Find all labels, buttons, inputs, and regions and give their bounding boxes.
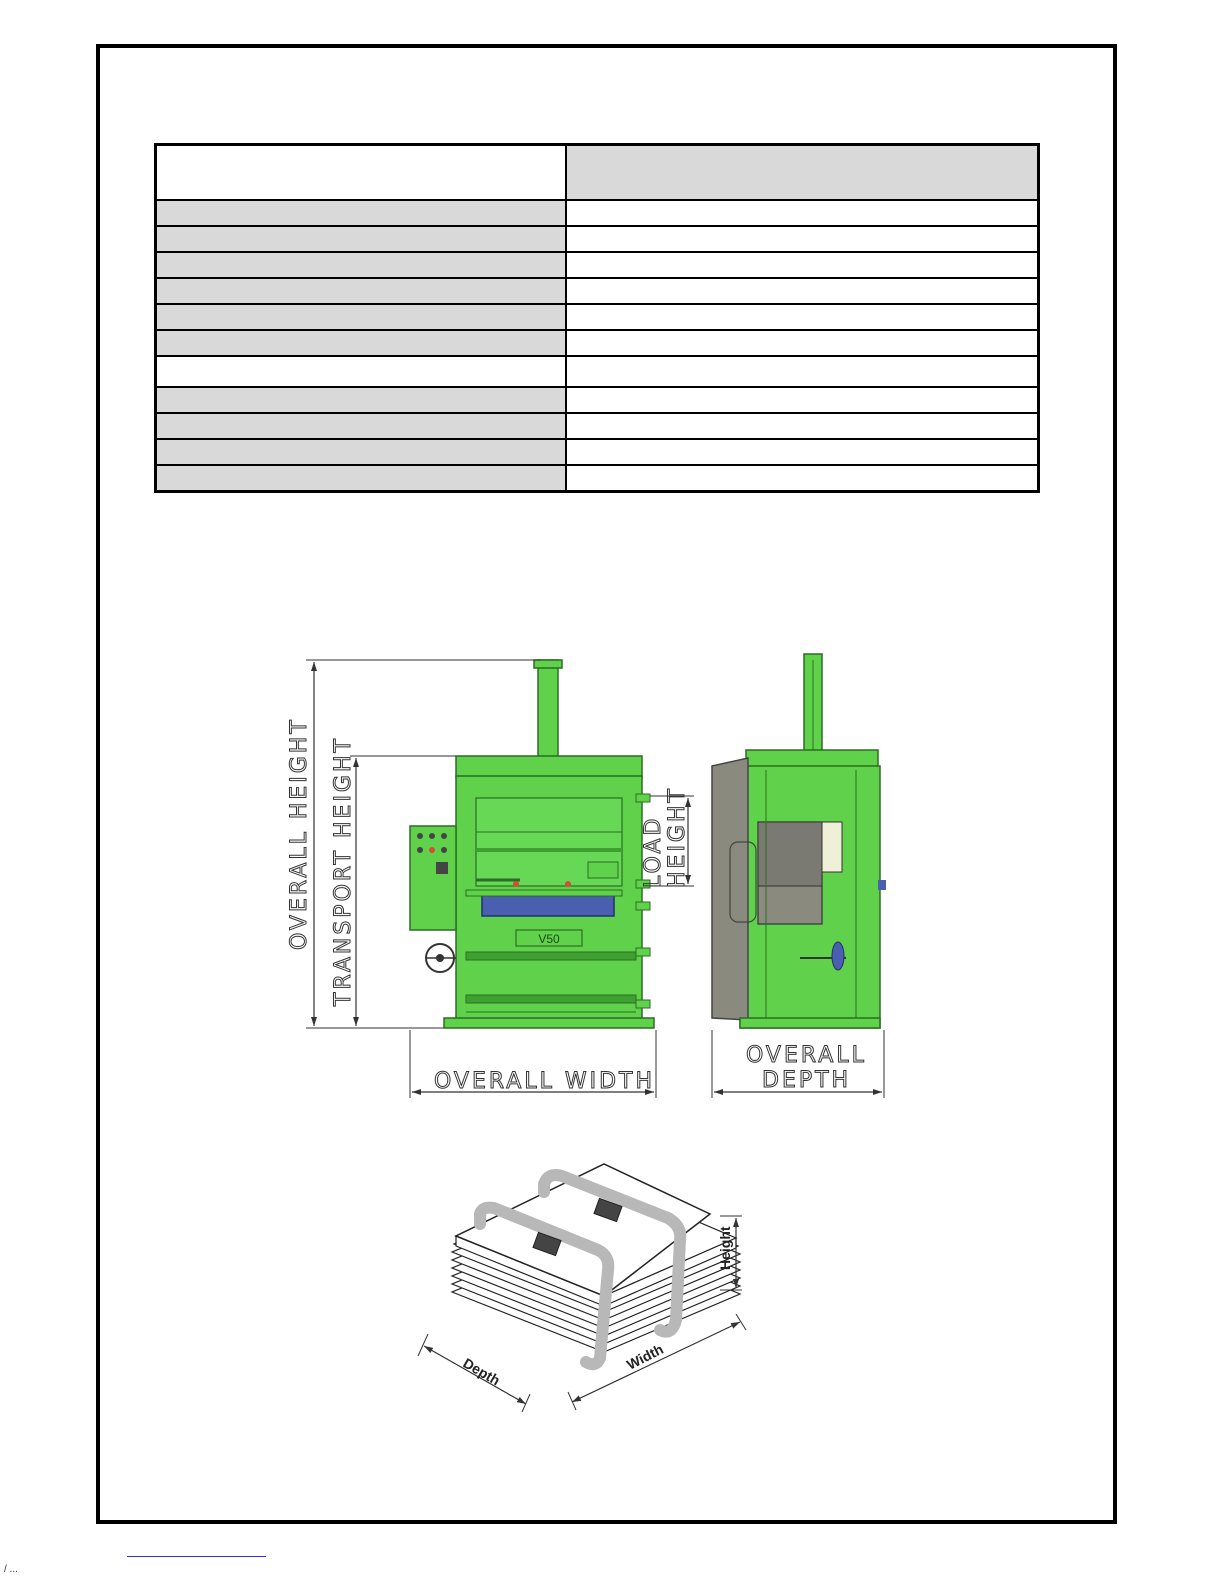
transport-height-label: TRANSPORT HEIGHT xyxy=(331,736,356,1006)
load-height-label-line2: HEIGHT xyxy=(665,786,690,888)
bale-illustration xyxy=(418,1164,746,1412)
side-dimensions xyxy=(712,1030,884,1098)
overall-height-label: OVERALL HEIGHT xyxy=(287,717,312,950)
overall-depth-label-line1: OVERALL xyxy=(746,1043,867,1068)
front-view xyxy=(410,660,654,1028)
side-view xyxy=(712,654,886,1028)
bale-depth-label: Depth xyxy=(460,1354,503,1389)
footer-link-underline[interactable] xyxy=(127,1556,266,1557)
footer-mark: / ... xyxy=(4,1564,18,1575)
overall-width-label: OVERALL WIDTH xyxy=(434,1069,655,1094)
bale-width-label: Width xyxy=(624,1340,666,1373)
load-height-label-line1: LOAD xyxy=(641,815,666,888)
overall-depth-label-line2: DEPTH xyxy=(762,1068,852,1093)
model-plate-text: V50 xyxy=(538,932,560,946)
bale-height-label: Height xyxy=(717,1226,733,1270)
